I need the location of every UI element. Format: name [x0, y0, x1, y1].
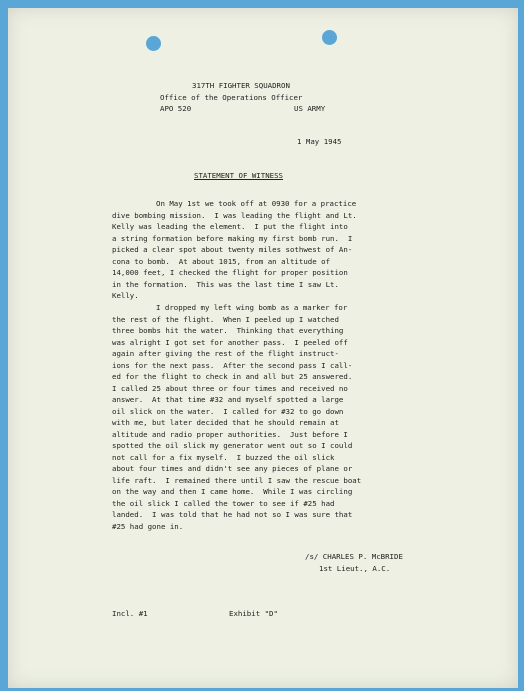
p2-line: ed for the flight to check in and all but 25 answered.	[112, 372, 353, 381]
p1-line: in the formation. This was the last time I saw Lt.	[112, 279, 339, 289]
p2-line: again after giving the rest of the flight instruct-	[112, 349, 339, 358]
p1-line: Kelly.	[112, 291, 139, 300]
p2-line: I called 25 about three or four times and received no	[112, 383, 348, 393]
signature-rank: 1st Lieut., A.C.	[319, 564, 391, 573]
p2-line: oil slick on the water. I called for #32 to go down	[112, 406, 344, 416]
p2-line: #25 had gone in.	[112, 521, 184, 531]
p2-line: not call for a fix myself. I buzzed the oil slick	[112, 452, 335, 462]
p2-line: about four times and didn't see any pieces of plane or	[112, 464, 353, 473]
p1-line: On May 1st we took off at 0930 for a practice	[156, 199, 357, 208]
p2-line: landed. I was told that he had not so I was sure that	[112, 510, 353, 519]
p2-line: I dropped my left wing bomb as a marker for	[156, 303, 348, 312]
header-office: Office of the Operations Officer	[160, 93, 303, 102]
header-army: US ARMY	[294, 104, 326, 113]
document-title: STATEMENT OF WITNESS	[194, 171, 283, 180]
p2-line: the oil slick I called the tower to see if #25 had	[112, 498, 335, 508]
p2-line: with me, but later decided that he should remain at	[112, 418, 339, 427]
header-unit: 317TH FIGHTER SQUADRON	[192, 81, 290, 90]
punch-hole-left	[146, 36, 161, 51]
enclosure-label: Incl. #1	[112, 609, 148, 618]
p1-line: a string formation before making my first bomb run. I	[112, 233, 353, 243]
exhibit-label: Exhibit "D"	[229, 609, 278, 618]
p2-line: spotted the oil slick my generator went out so I could	[112, 441, 353, 450]
document-page	[8, 8, 518, 688]
p1-line: Kelly was leading the element. I put the flight into	[112, 222, 348, 231]
p1-line: 14,000 feet, I checked the flight for proper position	[112, 268, 348, 277]
p2-line: answer. At that time #32 and myself spotted a large	[112, 395, 344, 404]
signature-name: /s/ CHARLES P. McBRIDE	[305, 552, 403, 561]
p2-line: life raft. I remained there until I saw the rescue boat	[112, 475, 362, 485]
p1-line: dive bombing mission. I was leading the flight and Lt.	[112, 210, 357, 220]
p2-line: on the way and then I came home. While I was circling	[112, 487, 353, 496]
p2-line: three bombs hit the water. Thinking that everything	[112, 326, 344, 335]
p2-line: altitude and radio proper authorities. Just before I	[112, 429, 348, 439]
header-apo: APO 520	[160, 104, 192, 113]
p1-line: cona to bomb. At about 1015, from an altitude of	[112, 256, 331, 266]
p2-line: the rest of the flight. When I peeled up I watched	[112, 314, 339, 324]
p2-line: ions for the next pass. After the second pass I call-	[112, 360, 353, 370]
document-date: 1 May 1945	[297, 137, 342, 146]
p2-line: was alright I got set for another pass. I peeled off	[112, 337, 348, 347]
punch-hole-right	[322, 30, 337, 45]
p1-line: picked a clear spot about twenty miles sothwest of An-	[112, 245, 353, 254]
